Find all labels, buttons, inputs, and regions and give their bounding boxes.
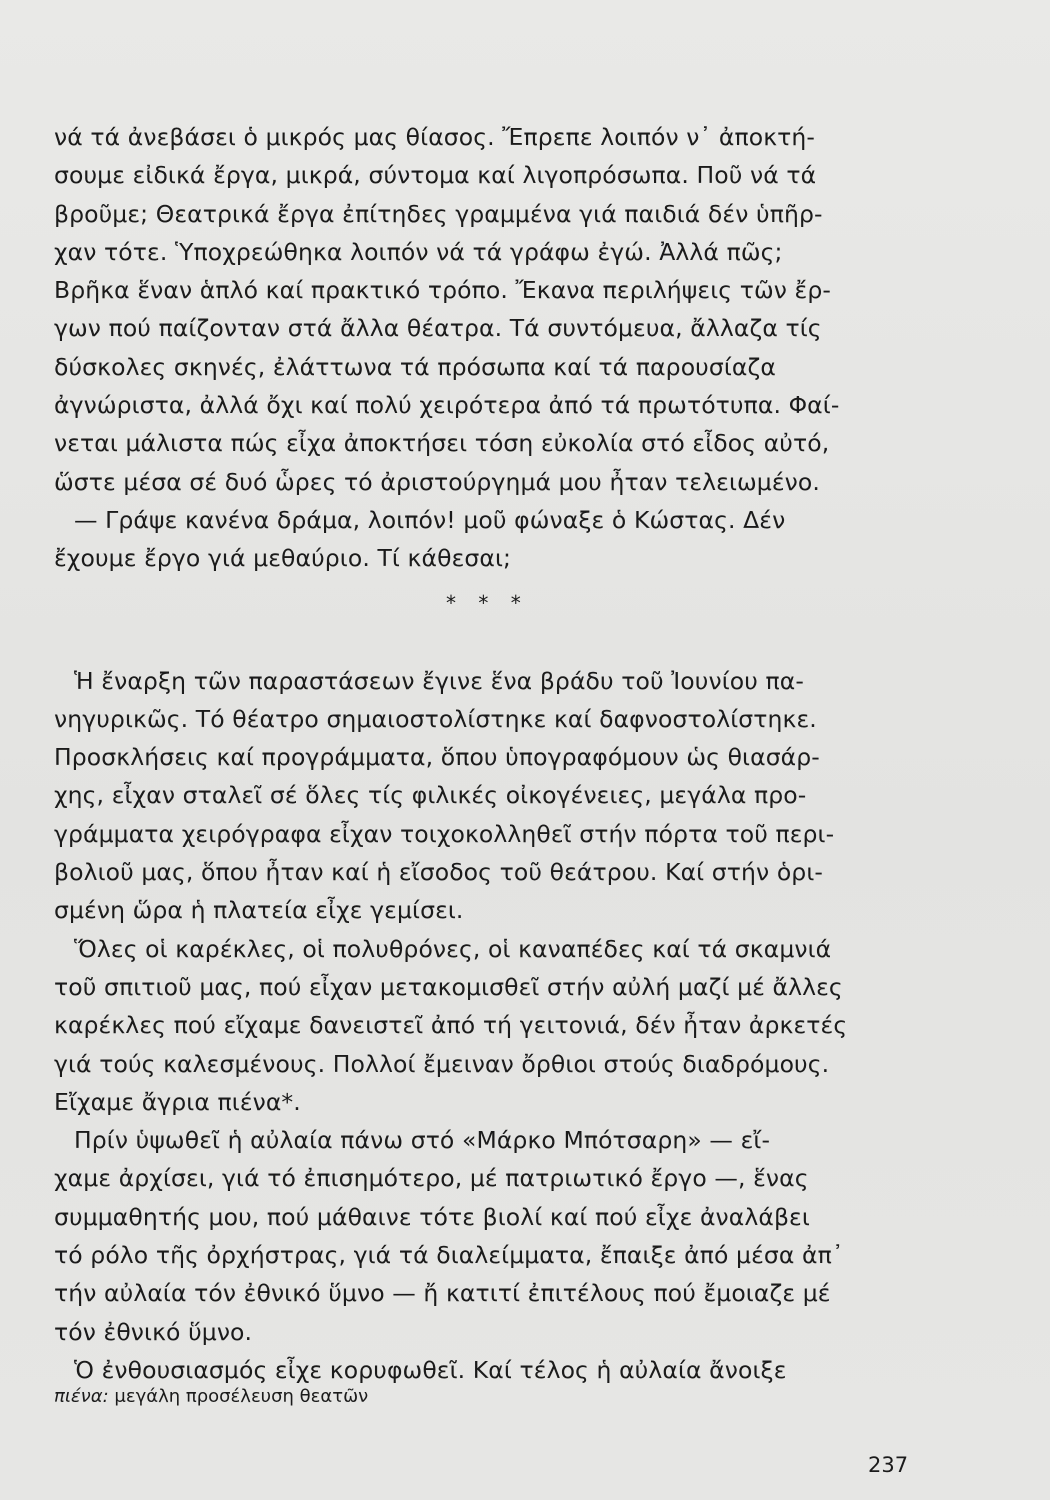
text-line: — Γράψε κανένα δράμα, λοιπόν! μοῦ φώναξε ὁ Κώστας. Δέν [74,505,786,534]
section-gap [54,628,904,662]
section-separator: * * * [446,590,529,615]
footnote-term: πιένα: [54,1386,109,1407]
footnote [54,1385,368,1409]
text-line: σμένη ὥρα ἡ πλατεία εἶχε γεμίσει. [54,896,464,925]
text-line: Πρίν ὑψωθεῖ ἡ αὐλαία πάνω στό «Μάρκο Μπότσαρη» — εἴ- [74,1126,771,1155]
text-line: γων πού παίζονταν στά ἄλλα θέατρα. Τά συντόμευα, ἄλλαζα τίς [54,314,822,343]
text-line: Προσκλήσεις καί προγράμματα, ὅπου ὑπογραφόμουν ὡς θιασάρ- [54,743,820,772]
text-line: τήν αὐλαία τόν ἐθνικό ὕμνο — ἤ κατιτί ἐπιτέλους πού ἔμοιαζε μέ [54,1279,831,1308]
text-line: Εἴχαμε ἄγρια πιένα*. [54,1087,301,1116]
text-line: γράμματα χειρόγραφα εἶχαν τοιχοκολληθεῖ στήν πόρτα τοῦ περι- [54,819,835,848]
text-line: τόν ἐθνικό ὕμνο. [54,1317,253,1346]
text-line: χαμε ἀρχίσει, γιά τό ἐπισημότερο, μέ πατριωτικό ἔργο —, ἕνας [54,1164,809,1193]
text-line: καρέκλες πού εἴχαμε δανειστεῖ ἀπό τή γειτονιά, δέν ἦταν ἀρκετές [54,1011,848,1040]
text-line: δύσκολες σκηνές, ἐλάττωνα τά πρόσωπα καί τά παρουσίαζα [54,352,776,381]
text-line: νά τά ἀνεβάσει ὁ μικρός μας θίασος. Ἔπρεπε λοιπόν ν᾽ ἀποκτή- [54,123,816,151]
text-line: βροῦμε; Θεατρικά ἔργα ἐπίτηδες γραμμένα γιά παιδιά δέν ὑπῆρ- [54,199,823,228]
text-line: σουμε εἰδικά ἔργα, μικρά, σύντομα καί λιγοπρόσωπα. Ποῦ νά τά [54,161,817,190]
main-text [54,118,904,1389]
text-line: νεται μάλιστα πώς εἶχα ἀποκτήσει τόση εὐκολία στό εἶδος αὐτό, [54,429,830,458]
text-line: ὥστε μέσα σέ δυό ὧρες τό ἀριστούργημά μου ἦταν τελειωμένο. [54,467,820,496]
text-line: τοῦ σπιτιοῦ μας, πού εἶχαν μετακομισθεῖ στήν αὐλή μαζί μέ ἄλλες [54,972,843,1001]
text-line: βολιοῦ μας, ὅπου ἦταν καί ἡ εἴσοδος τοῦ θεάτρου. Καί στήν ὁρι- [54,858,823,887]
text-line: χαν τότε. Ὑποχρεώθηκα λοιπόν νά τά γράφω ἐγώ. Ἀλλά πῶς; [54,237,783,266]
footnote-definition: μεγάλη προσέλευση θεατῶν [114,1386,369,1407]
text-line: νηγυρικῶς. Τό θέατρο σημαιοστολίστηκε καί δαφνοστολίστηκε. [54,704,817,733]
text-line: Ὁ ἐνθουσιασμός εἶχε κορυφωθεῖ. Καί τέλος ἡ αὐλαία ἄνοιξε [74,1355,787,1384]
text-line: τό ρόλο τῆς ὀρχήστρας, γιά τά διαλείμματα, ἔπαιξε ἀπό μέσα ἀπ᾽ [54,1241,844,1270]
text-line: συμμαθητής μου, πού μάθαινε τότε βιολί καί πού εἶχε ἀναλάβει [54,1202,810,1231]
text-line: ἀγνώριστα, ἀλλά ὄχι καί πολύ χειρότερα ἀπό τά πρωτότυπα. Φαί- [54,391,840,420]
text-line: χης, εἶχαν σταλεῖ σέ ὅλες τίς φιλικές οἰκογένειες, μεγάλα προ- [54,781,807,810]
text-line: Βρῆκα ἕναν ἁπλό καί πρακτικό τρόπο. Ἔκανα περιλήψεις τῶν ἔρ- [54,276,831,305]
text-line: Ἡ ἔναρξη τῶν παραστάσεων ἔγινε ἕνα βράδυ τοῦ Ἰουνίου πα- [74,666,804,695]
text-line: γιά τούς καλεσμένους. Πολλοί ἔμειναν ὄρθιοι στούς διαδρόμους. [54,1049,830,1078]
text-line: Ὅλες οἱ καρέκλες, οἱ πολυθρόνες, οἱ καναπέδες καί τά σκαμνιά [74,934,832,963]
page-number: 237 [868,1453,909,1477]
text-line: ἔχουμε ἔργο γιά μεθαύριο. Τί κάθεσαι; [54,544,512,573]
